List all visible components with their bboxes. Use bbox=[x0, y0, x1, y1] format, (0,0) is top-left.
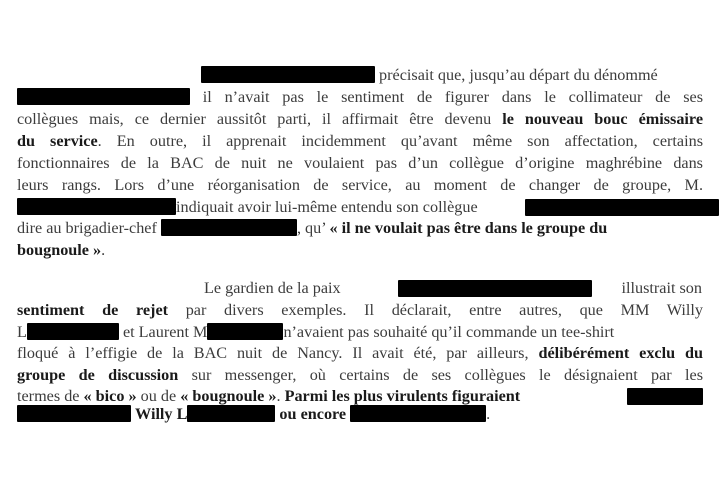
emphasis: ou encore bbox=[279, 405, 347, 423]
text: Le gardien de la paix bbox=[204, 279, 341, 297]
text: par divers exemples. Il déclarait, entre autres, que MM Willy bbox=[168, 301, 704, 319]
p1-line-8 bbox=[17, 218, 703, 238]
emphasis: bougnoule » bbox=[17, 241, 102, 259]
text: fonctionnaires de la BAC de nuit ne voulaient pas d’un collègue d’origine maghrébine dans bbox=[17, 154, 703, 172]
redaction-block bbox=[161, 219, 297, 236]
p2-line-6 bbox=[17, 386, 703, 406]
p1-line-3 bbox=[17, 109, 703, 129]
p1-line-4 bbox=[17, 131, 703, 151]
p1-line-1 bbox=[201, 65, 703, 85]
text: L bbox=[17, 323, 27, 341]
text: , qu’ bbox=[296, 219, 330, 237]
redaction-block bbox=[201, 66, 375, 83]
emphasis: groupe de discussion bbox=[17, 366, 179, 384]
text: dire au brigadier-chef bbox=[17, 219, 157, 237]
p1-line-5 bbox=[17, 153, 703, 173]
p2-line-4 bbox=[17, 343, 703, 363]
redaction-block bbox=[627, 388, 703, 405]
text: termes de bbox=[17, 387, 84, 405]
p2-line-1 bbox=[204, 278, 702, 298]
text: collègues mais, ce dernier aussitôt parti, il affirmait être devenu bbox=[17, 110, 503, 128]
emphasis: « bico » bbox=[83, 387, 137, 405]
text: . bbox=[101, 241, 106, 259]
p2-line-2 bbox=[17, 300, 703, 320]
text: il n’avait pas le sentiment de figurer dans le collimateur de ses bbox=[202, 88, 704, 106]
emphasis: Parmi les plus virulents figuraient bbox=[284, 387, 521, 405]
text: sur messenger, où certains de ses collègues le désignaient par les bbox=[178, 366, 703, 384]
redaction-block bbox=[350, 405, 486, 422]
redaction-block bbox=[398, 280, 592, 297]
text: floqué à l’effigie de la BAC nuit de Nancy. Il avait été, par ailleurs, bbox=[17, 344, 539, 362]
redaction-block bbox=[27, 323, 119, 340]
emphasis: le nouveau bouc émissaire bbox=[502, 110, 703, 128]
text: n’avaient pas souhaité qu’il commande un tee-shirt bbox=[283, 323, 615, 341]
p1-line-6 bbox=[17, 175, 703, 195]
text: . En outre, il apprenait incidemment qu’avant même son affectation, certains bbox=[97, 132, 703, 150]
text: indiquait avoir lui-même entendu son collègue bbox=[176, 198, 478, 216]
emphasis: sentiment de rejet bbox=[17, 301, 169, 319]
redaction-block bbox=[525, 199, 719, 216]
p2-line-7 bbox=[17, 404, 703, 424]
p1-line-2 bbox=[17, 87, 703, 107]
text: . bbox=[486, 405, 491, 423]
p1-line-9 bbox=[17, 240, 105, 260]
text: . bbox=[276, 387, 285, 405]
text: et Laurent M bbox=[122, 323, 208, 341]
redaction-block bbox=[17, 88, 190, 105]
emphasis: « il ne voulait pas être dans le groupe du bbox=[329, 219, 608, 237]
p2-line-3 bbox=[17, 322, 703, 342]
redaction-block bbox=[17, 198, 176, 215]
emphasis: délibérément exclu du bbox=[538, 344, 703, 362]
emphasis: « bougnoule » bbox=[180, 387, 277, 405]
emphasis: du service bbox=[17, 132, 98, 150]
redaction-block bbox=[207, 323, 283, 340]
text: illustrait son bbox=[621, 279, 702, 297]
p1-line-7 bbox=[17, 197, 703, 217]
emphasis: Willy L bbox=[135, 405, 188, 423]
text: leurs rangs. Lors d’une réorganisation de service, au moment de changer de groupe, M. bbox=[17, 176, 703, 194]
text: ou de bbox=[136, 387, 181, 405]
redaction-block bbox=[187, 405, 275, 422]
p2-line-5 bbox=[17, 365, 703, 385]
redaction-block bbox=[17, 405, 131, 422]
text: précisait que, jusqu’au départ du dénommé bbox=[379, 66, 658, 84]
